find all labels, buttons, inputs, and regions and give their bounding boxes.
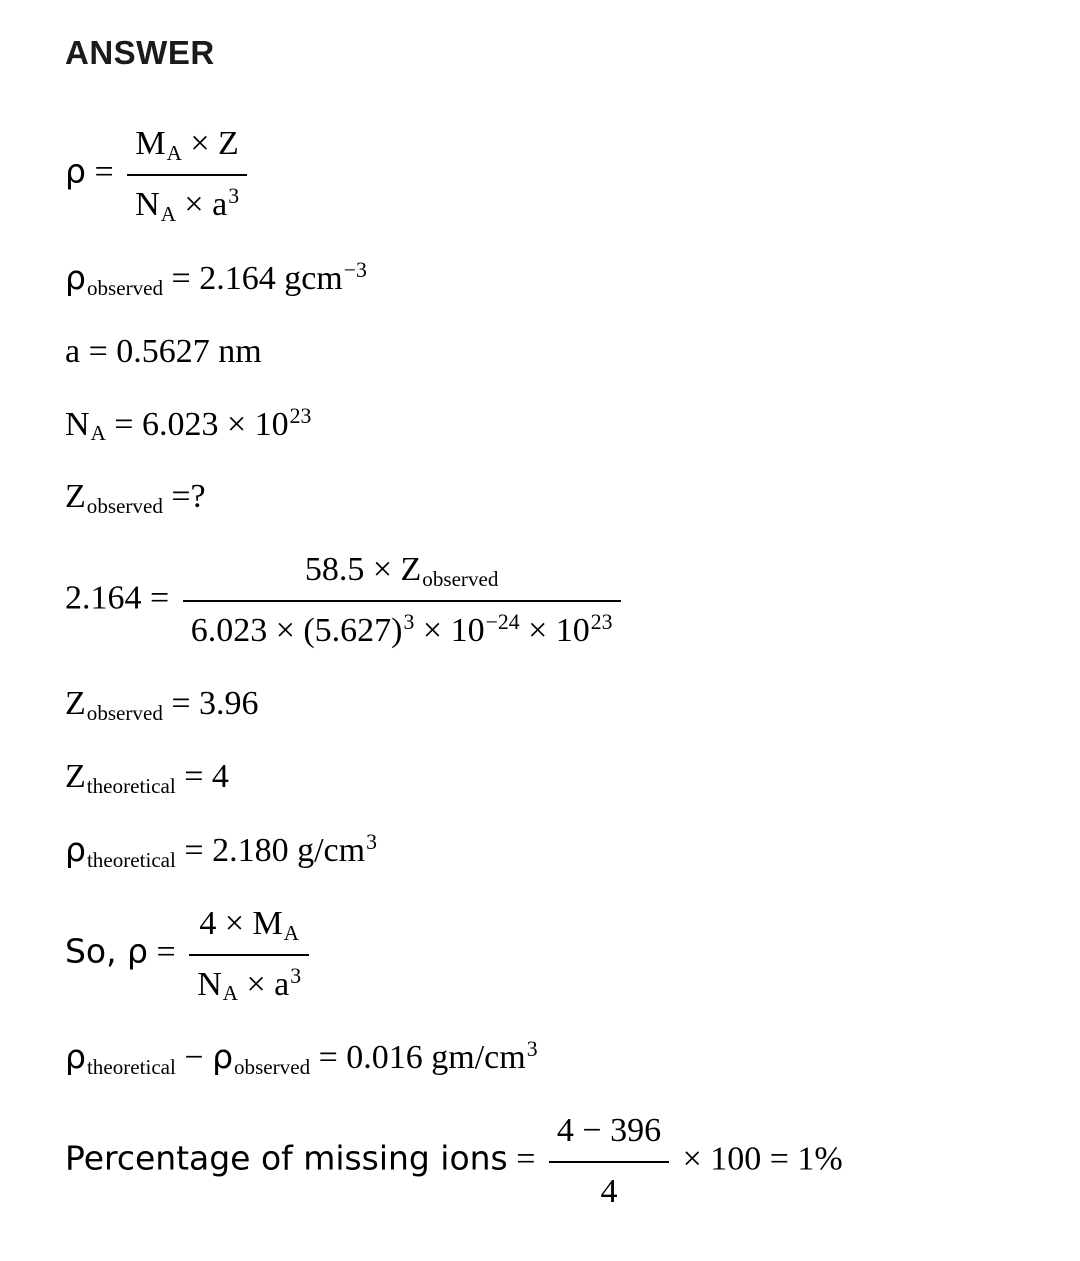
equation-avogadro-number	[65, 403, 1040, 448]
equation-z-observed-question	[65, 475, 1040, 520]
equation-rho-theoretical-value	[65, 828, 1040, 874]
math-fraction	[183, 548, 621, 654]
sans-text: ρ	[212, 1037, 234, 1077]
math-superscript: 3	[290, 963, 302, 988]
math-superscript: 23	[289, 403, 312, 428]
math-subscript: observed	[86, 700, 163, 725]
math-text: N	[135, 185, 160, 223]
equation-percentage-missing-ions	[65, 1109, 1040, 1215]
answer-heading: ANSWER	[65, 34, 215, 71]
equation-z-theoretical-value	[65, 755, 1040, 800]
math-subscript: observed	[86, 494, 163, 519]
math-text: 2.164 =	[65, 579, 178, 617]
math-subscript: observed	[234, 1055, 311, 1080]
math-text: × Z	[181, 125, 239, 162]
sans-text: So, ρ	[65, 931, 148, 971]
math-text: = 0.016 gm/cm	[310, 1039, 526, 1077]
fraction-numerator	[549, 1109, 669, 1163]
math-text: N	[197, 965, 222, 1003]
equation-so-density-formula	[65, 902, 1040, 1008]
math-subscript: A	[283, 920, 299, 945]
math-superscript: −24	[485, 610, 520, 635]
fraction-numerator	[183, 548, 621, 602]
math-superscript: 3	[366, 829, 377, 854]
math-text: = 4	[175, 757, 229, 795]
math-text: = 2.164 gcm	[163, 259, 343, 297]
math-superscript: 3	[403, 610, 415, 635]
math-subscript: observed	[86, 275, 164, 300]
fraction-denominator	[183, 602, 621, 654]
math-subscript: A	[222, 981, 238, 1006]
fraction-numerator	[127, 122, 247, 176]
fraction-denominator	[127, 176, 247, 228]
sans-text: ρ	[65, 151, 86, 191]
sans-text: Percentage of missing ions	[65, 1138, 508, 1178]
math-subscript: A	[160, 201, 176, 226]
math-text: a = 0.5627 nm	[65, 332, 262, 370]
math-subscript: A	[166, 140, 182, 165]
math-superscript: −3	[343, 257, 367, 282]
math-text: 4 × M	[199, 904, 283, 942]
math-text: =	[507, 1140, 544, 1178]
math-text: × 10	[414, 612, 485, 650]
math-text: Z	[65, 757, 86, 795]
equation-rho-observed	[65, 256, 1040, 302]
math-fraction	[127, 122, 247, 228]
math-text: = 3.96	[162, 685, 259, 722]
math-text: 4 − 396	[556, 1112, 662, 1150]
fraction-numerator	[189, 902, 309, 956]
math-text: × 10	[519, 612, 590, 650]
equation-density-formula	[65, 122, 1040, 228]
math-subscript: theoretical	[86, 1055, 176, 1080]
equation-z-observed-value	[65, 682, 1040, 727]
math-text: = 2.180 g/cm	[175, 831, 366, 869]
math-text: 4	[600, 1173, 618, 1211]
math-superscript: 23	[590, 610, 613, 635]
fraction-denominator	[549, 1163, 669, 1215]
math-text: =	[148, 933, 185, 971]
math-subscript: theoretical	[86, 773, 176, 798]
math-text: =?	[162, 478, 206, 516]
math-superscript: 3	[228, 183, 240, 208]
math-text: × 100 = 1%	[674, 1140, 843, 1178]
math-text: Z	[65, 478, 86, 516]
equation-density-difference	[65, 1035, 1040, 1081]
math-subscript: A	[90, 421, 106, 446]
math-text: M	[135, 125, 166, 162]
math-text: × a	[175, 185, 228, 223]
math-text: N	[65, 405, 90, 443]
sans-text: ρ	[65, 1037, 86, 1077]
math-text: 58.5 × Z	[304, 551, 422, 589]
math-subscript: theoretical	[86, 847, 176, 872]
sans-text: ρ	[65, 829, 86, 869]
math-text: × a	[237, 965, 290, 1003]
math-subscript: observed	[422, 567, 499, 592]
math-fraction	[189, 902, 309, 1008]
math-text: =	[85, 153, 123, 191]
math-text: −	[175, 1039, 213, 1077]
math-text: 6.023 × (5.627)	[190, 612, 403, 650]
math-fraction	[549, 1109, 669, 1215]
sans-text: ρ	[65, 257, 86, 297]
math-superscript: 3	[526, 1037, 538, 1062]
equation-lattice-constant	[65, 330, 1040, 375]
math-text: Z	[65, 685, 86, 722]
equation-density-substitution	[65, 548, 1040, 654]
fraction-denominator	[189, 956, 309, 1008]
math-text: = 6.023 × 10	[105, 405, 289, 443]
